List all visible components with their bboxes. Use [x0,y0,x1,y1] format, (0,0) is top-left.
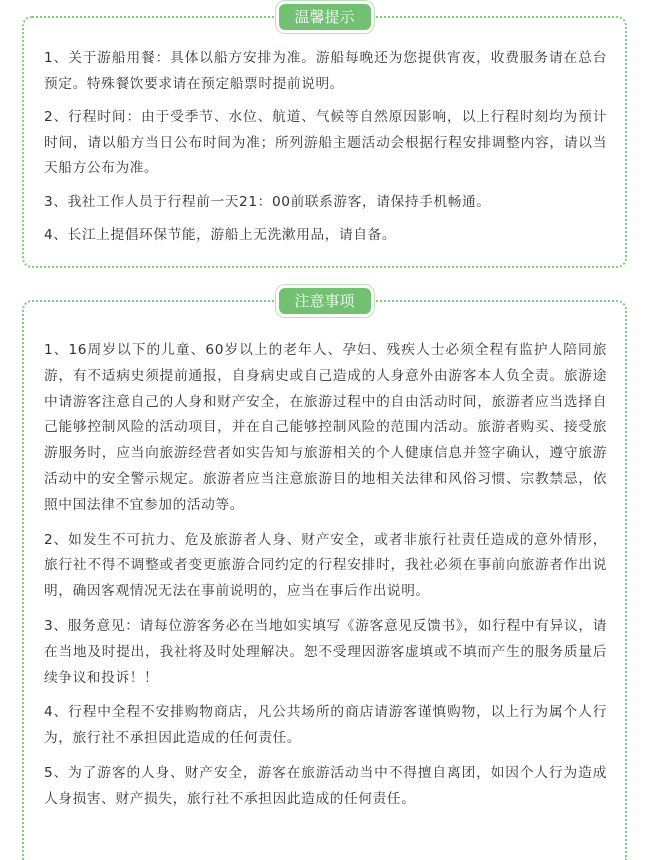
notice-section [22,8,627,268]
notice-item-3: 3、我社工作人员于行程前一天21：00前联系游客，请保持手机畅通。 [44,193,491,210]
caution-section [22,292,627,860]
caution-item-3: 3、服务意见：请每位游客务必在当地如实填写《游客意见反馈书》，如行程中有异议，请在当地及时提出，我社将及时处理解决。恕不受理因游客虚填或不填而产生的服务质量后续争议和投诉！！ [44,617,607,686]
caution-item-2: 2、如发生不可抗力、危及旅游者人身、财产安全，或者非旅行社责任造成的意外情形，旅行社不得不调整或者变更旅游合同约定的行程安排时，我社必须在事前向旅游者作出说明，确因客观情况无法在事前说明的，应当在事后作出说明。 [44,531,607,600]
notice-list [44,46,607,257]
caution-title: 注意事项 [278,288,370,314]
caution-list [44,338,607,822]
notice-title: 温馨提示 [278,4,370,30]
caution-item-4: 4、行程中全程不安排购物商店，凡公共场所的商店请游客谨慎购物，以上行为属个人行为，旅行社不承担因此造成的任何责任。 [44,704,607,747]
notice-item-2: 2、行程时间：由于受季节、水位、航道、气候等自然原因影响，以上行程时刻均为预计时间，请以船方当日公布时间为准；所列游船主题活动会根据行程安排调整内容，请以当天船方公布为准。 [44,109,607,176]
caution-item-5: 5、为了游客的人身、财产安全，游客在旅游活动当中不得擅自离团，如因个人行为造成人身损害、财产损失，旅行社不承担因此造成的任何责任。 [44,764,607,807]
notice-item-1: 1、关于游船用餐：具体以船方安排为准。游船每晚还为您提供宵夜，收费服务请在总台预定。特殊餐饮要求请在预定船票时提前说明。 [44,50,607,92]
notice-item-4: 4、长江上提倡环保节能，游船上无洗漱用品，请自备。 [44,227,397,243]
caution-item-1: 1、16周岁以下的儿童、60岁以上的老年人、孕妇、残疾人士必须全程有监护人陪同旅游，有不适病史须提前通报，自身病史或自己造成的人身意外由游客本人负全责。旅游途中请游客注意自己的人身和财产安全，在旅游过程中的自由活动时间，旅游者应当选择自己能够控制风险的活动项目，并在自己能够控制风险的范围内活动。旅游者购买、接受旅游服务时，应当向旅游经营者如实告知与旅游相关的个人健康信息并签字确认，遵守旅游活动中的安全警示规定。旅游者应当注意旅游目的地相关法律和风俗习惯、宗教禁忌，依照中国法律不宜参加的活动等。 [44,342,607,513]
